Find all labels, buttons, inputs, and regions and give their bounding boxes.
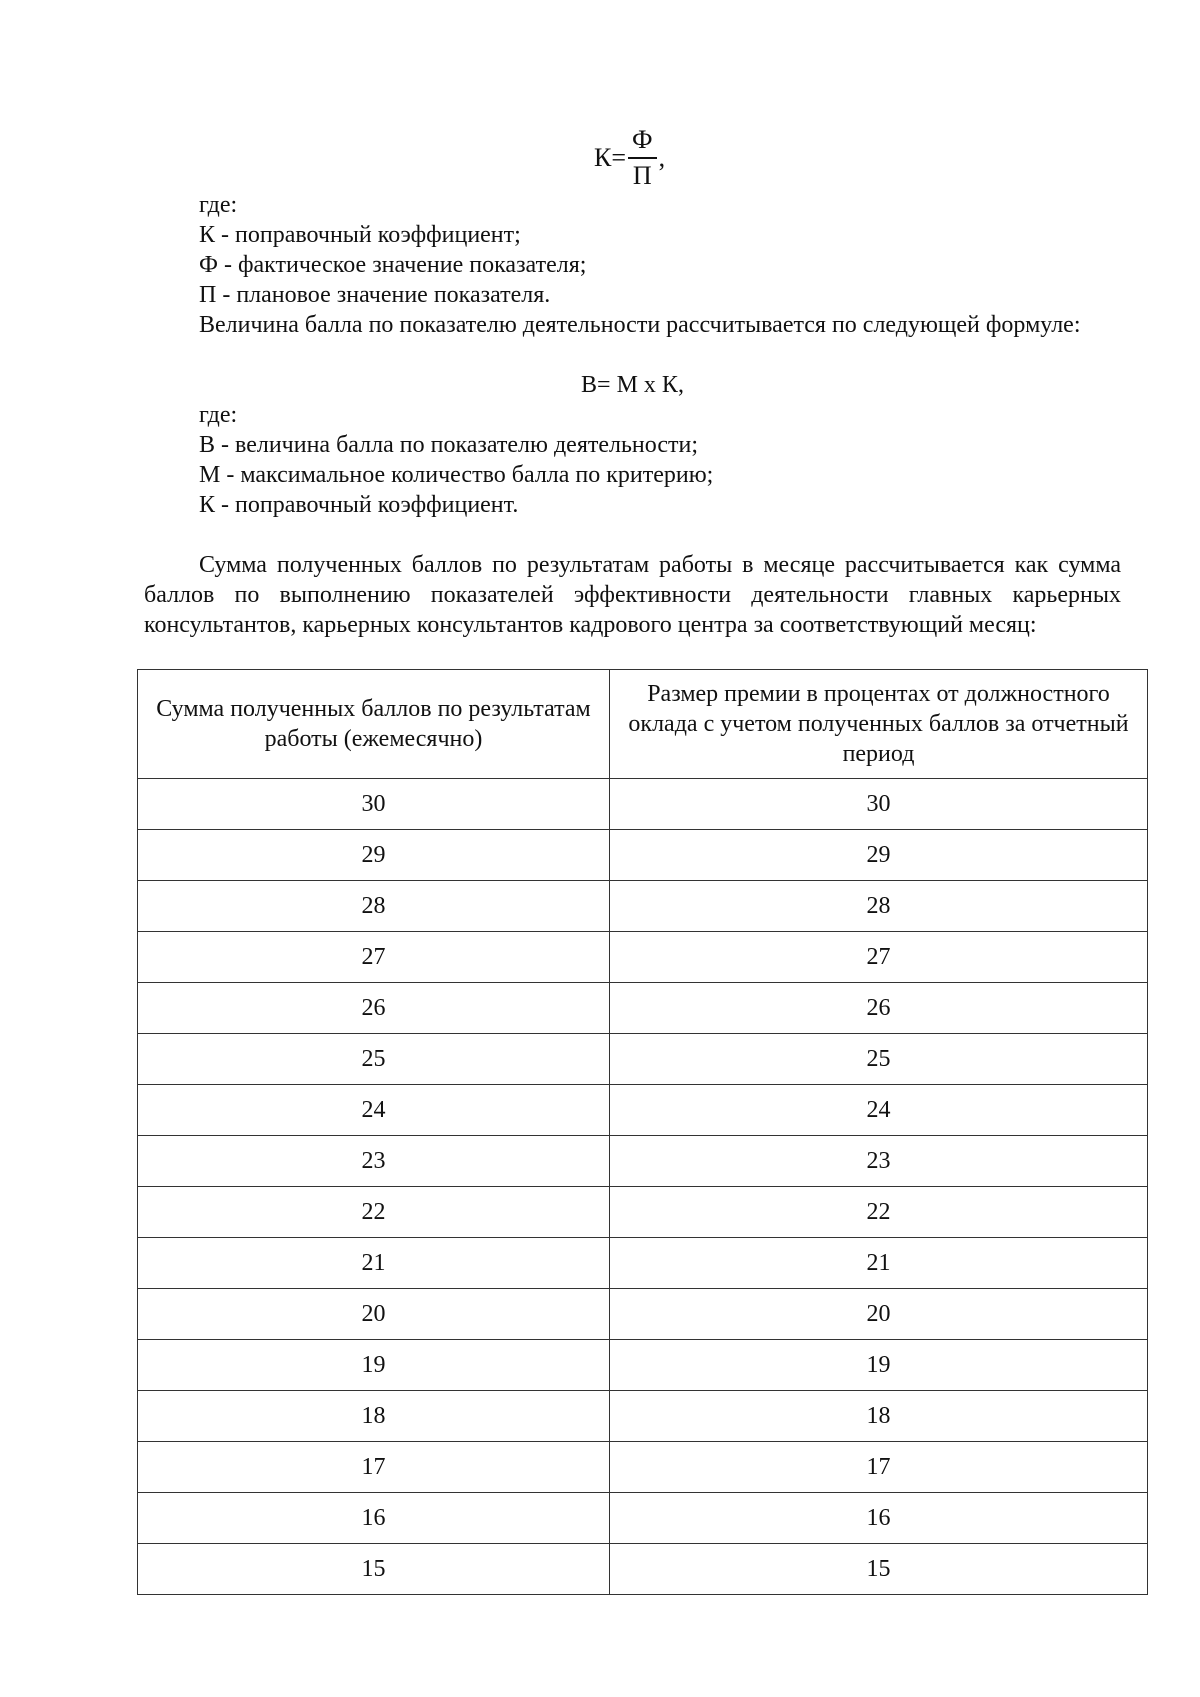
cell-score: 28 <box>138 881 610 932</box>
formula-numerator: Ф <box>628 125 657 159</box>
cell-bonus-percent: 21 <box>610 1238 1148 1289</box>
bonus-table <box>137 669 1148 1595</box>
definitions-block-1 <box>144 190 1121 310</box>
formula-suffix: , <box>658 143 666 172</box>
cell-bonus-percent: 29 <box>610 830 1148 881</box>
cell-bonus-percent: 22 <box>610 1187 1148 1238</box>
paragraph-score-sum <box>144 550 1121 640</box>
table-row <box>138 1085 1148 1136</box>
coefficient-formula <box>594 118 665 198</box>
cell-bonus-percent: 25 <box>610 1034 1148 1085</box>
table-row <box>138 1544 1148 1595</box>
table-row <box>138 1238 1148 1289</box>
cell-score: 15 <box>138 1544 610 1595</box>
cell-bonus-percent: 19 <box>610 1340 1148 1391</box>
definitions-block-2 <box>144 400 1121 520</box>
cell-bonus-percent: 30 <box>610 779 1148 830</box>
cell-bonus-percent: 24 <box>610 1085 1148 1136</box>
table-row <box>138 1136 1148 1187</box>
formula-lhs: К= <box>594 143 627 172</box>
cell-score: 25 <box>138 1034 610 1085</box>
cell-bonus-percent: 23 <box>610 1136 1148 1187</box>
definition-line: В - величина балла по показателю деятельности; <box>199 432 699 458</box>
cell-bonus-percent: 26 <box>610 983 1148 1034</box>
cell-bonus-percent: 27 <box>610 932 1148 983</box>
cell-score: 27 <box>138 932 610 983</box>
cell-bonus-percent: 20 <box>610 1289 1148 1340</box>
table-body <box>138 779 1148 1595</box>
cell-score: 21 <box>138 1238 610 1289</box>
definition-line: П - плановое значение показателя. <box>199 282 551 308</box>
cell-score: 29 <box>138 830 610 881</box>
cell-bonus-percent: 15 <box>610 1544 1148 1595</box>
cell-score: 30 <box>138 779 610 830</box>
table-row <box>138 932 1148 983</box>
cell-bonus-percent: 16 <box>610 1493 1148 1544</box>
cell-score: 22 <box>138 1187 610 1238</box>
table-header-bonus-percent: Размер премии в процентах от должностного оклада с учетом полученных баллов за отчетный период <box>610 670 1148 779</box>
table-row <box>138 1493 1148 1544</box>
definition-line: К - поправочный коэффициент. <box>199 492 519 518</box>
paragraph-text: Величина балла по показателю деятельности рассчитывается по следующей формуле: <box>199 312 1081 338</box>
table-row <box>138 1442 1148 1493</box>
paragraph-text: Сумма полученных баллов по результатам работы в месяце рассчитывается как сумма баллов по выполнению показателей эффективности деятельности главных карьерных консультантов, карьерных консультантов кадрового центра за соответствующий месяц: <box>144 552 1121 638</box>
definition-line: М - максимальное количество балла по критерию; <box>199 462 714 488</box>
cell-score: 19 <box>138 1340 610 1391</box>
table-row <box>138 1187 1148 1238</box>
definition-line: где: <box>199 192 238 218</box>
definition-line: К - поправочный коэффициент; <box>199 222 521 248</box>
cell-score: 24 <box>138 1085 610 1136</box>
table-row <box>138 779 1148 830</box>
score-formula-text: В= М х К, <box>581 372 684 398</box>
table-row <box>138 1034 1148 1085</box>
formula-denominator: П <box>632 161 652 190</box>
cell-bonus-percent: 18 <box>610 1391 1148 1442</box>
cell-score: 26 <box>138 983 610 1034</box>
table-row <box>138 830 1148 881</box>
table-row <box>138 983 1148 1034</box>
formula-fraction <box>628 125 657 191</box>
table-header-score: Сумма полученных баллов по результатам работы (ежемесячно) <box>138 670 610 779</box>
cell-score: 18 <box>138 1391 610 1442</box>
definition-line: где: <box>199 402 238 428</box>
cell-score: 17 <box>138 1442 610 1493</box>
paragraph-score-formula-intro <box>144 310 1121 340</box>
table-row <box>138 1289 1148 1340</box>
cell-score: 23 <box>138 1136 610 1187</box>
cell-bonus-percent: 28 <box>610 881 1148 932</box>
cell-score: 20 <box>138 1289 610 1340</box>
table-row <box>138 1340 1148 1391</box>
table-header-row <box>138 670 1148 779</box>
definition-line: Ф - фактическое значение показателя; <box>199 252 587 278</box>
table-row <box>138 1391 1148 1442</box>
score-formula <box>144 370 1121 400</box>
cell-bonus-percent: 17 <box>610 1442 1148 1493</box>
table-row <box>138 881 1148 932</box>
cell-score: 16 <box>138 1493 610 1544</box>
